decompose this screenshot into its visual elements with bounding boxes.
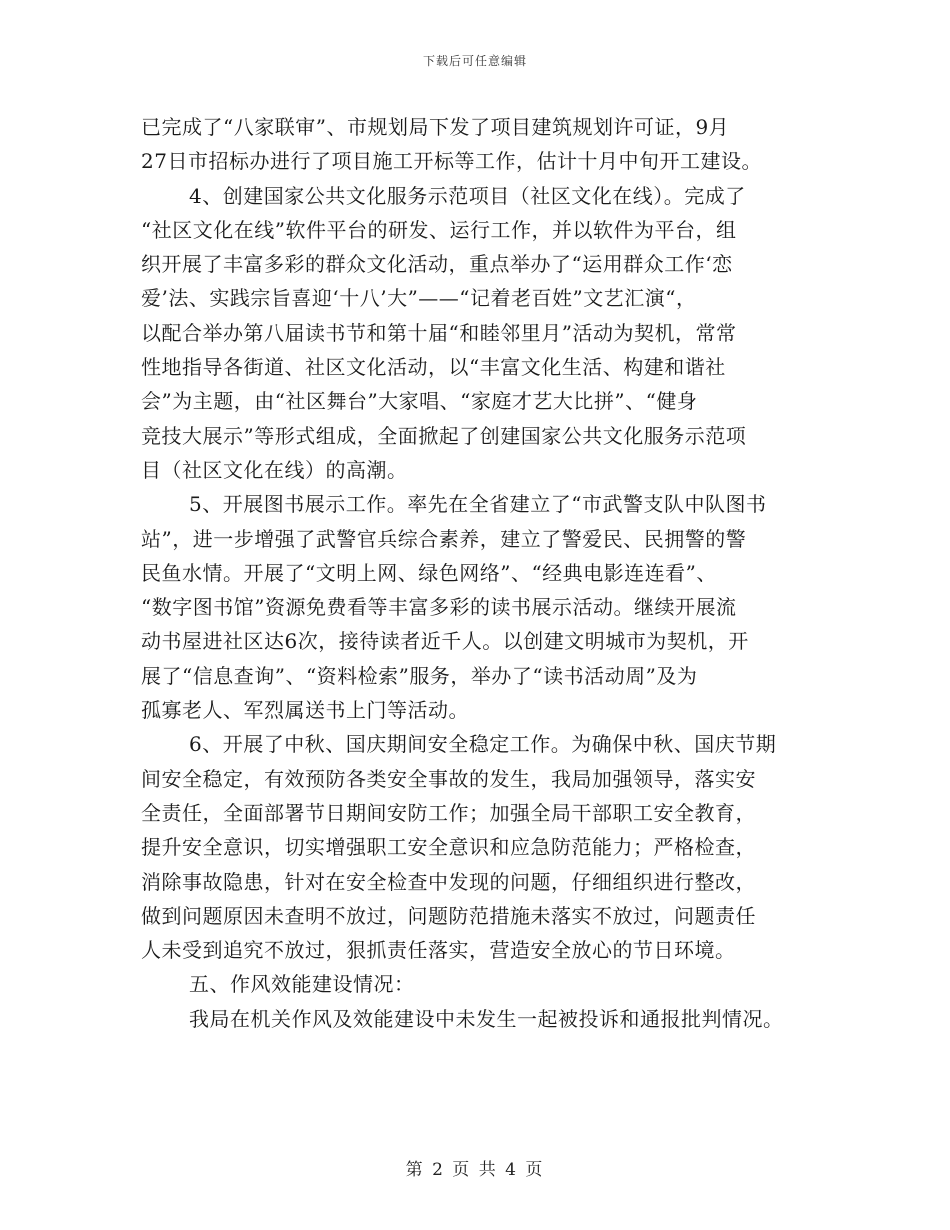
- text-line: 消除事故隐患，针对在安全检查中发现的问题，仔细组织进行整改，: [141, 869, 756, 894]
- text-line: 已完成了“八家联审”、市规划局下发了项目建筑规划许可证，9月: [141, 115, 730, 139]
- text-line: 做到问题原因未查明不放过，问题防范措施未落实不放过，问题责任: [141, 903, 756, 928]
- text-line: 全责任，全面部署节日期间安防工作；加强全局干部职工安全教育，: [141, 800, 756, 825]
- text-line: 五、作风效能建设情况：: [189, 972, 415, 997]
- text-line: 织开展了丰富多彩的群众文化活动，重点举办了“运用群众工作‘恋: [141, 252, 733, 277]
- text-line: 性地指导各街道、社区文化活动，以“丰富文化生活、构建和谐社: [141, 355, 726, 380]
- text-line: 会”为主题，由“社区舞台”大家唱、“家庭才艺大比拼”、“健身: [141, 389, 698, 414]
- text-line: 间安全稳定，有效预防各类安全事故的发生，我局加强领导，落实安: [141, 766, 756, 791]
- text-line: 4、创建国家公共文化服务示范项目（社区文化在线）。完成了: [189, 183, 746, 208]
- text-line: 爱’法、实践宗旨喜迎‘十八’大”——“记着老百姓”文艺汇演“，: [141, 286, 697, 311]
- text-line: “数字图书馆”资源免费看等丰富多彩的读书展示活动。继续开展流: [141, 595, 737, 620]
- text-line: “社区文化在线”软件平台的研发、运行工作，并以软件为平台，组: [141, 217, 737, 242]
- text-line: 5、开展图书展示工作。率先在全省建立了“市武警支队中队图书: [189, 492, 767, 517]
- text-line: 6、开展了中秋、国庆期间安全稳定工作。为确保中秋、国庆节期: [189, 732, 777, 757]
- text-line: 我局在机关作风及效能建设中未发生一起被投诉和通报批判情况。: [189, 1006, 784, 1031]
- text-line: 以配合举办第八届读书节和第十届“和睦邻里月”活动为契机，常常: [141, 320, 737, 345]
- text-line: 动书屋进社区达6次，接待读者近千人。以创建文明城市为契机，开: [141, 629, 749, 654]
- page-footer: 第 2 页 共 4 页: [405, 1160, 545, 1180]
- text-line: 提升安全意识，切实增强职工安全意识和应急防范能力；严格检查，: [141, 835, 756, 860]
- text-line: 孤寡老人、军烈属送书上门等活动。: [141, 698, 469, 723]
- text-line: 民鱼水情。开展了“文明上网、绿色网络”、“经典电影连连看”、: [141, 560, 717, 585]
- document-body: [141, 110, 821, 1036]
- text-line: 站”，进一步增强了武警官兵综合素养，建立了警爱民、民拥警的警: [141, 526, 747, 551]
- text-line: 人未受到追究不放过，狠抓责任落实，营造安全放心的节日环境。: [141, 938, 736, 963]
- text-line: 目（社区文化在线）的高潮。: [141, 457, 408, 482]
- text-line: 展了“信息查询”、“资料检索”服务，举办了“读书活动周”及为: [141, 663, 698, 688]
- text-line: 27日市招标办进行了项目施工开标等工作，估计十月中旬开工建设。: [141, 149, 762, 174]
- page-header: 下载后可任意编辑: [422, 54, 527, 68]
- text-line: 竞技大展示”等形式组成，全面掀起了创建国家公共文化服务示范项: [141, 423, 747, 448]
